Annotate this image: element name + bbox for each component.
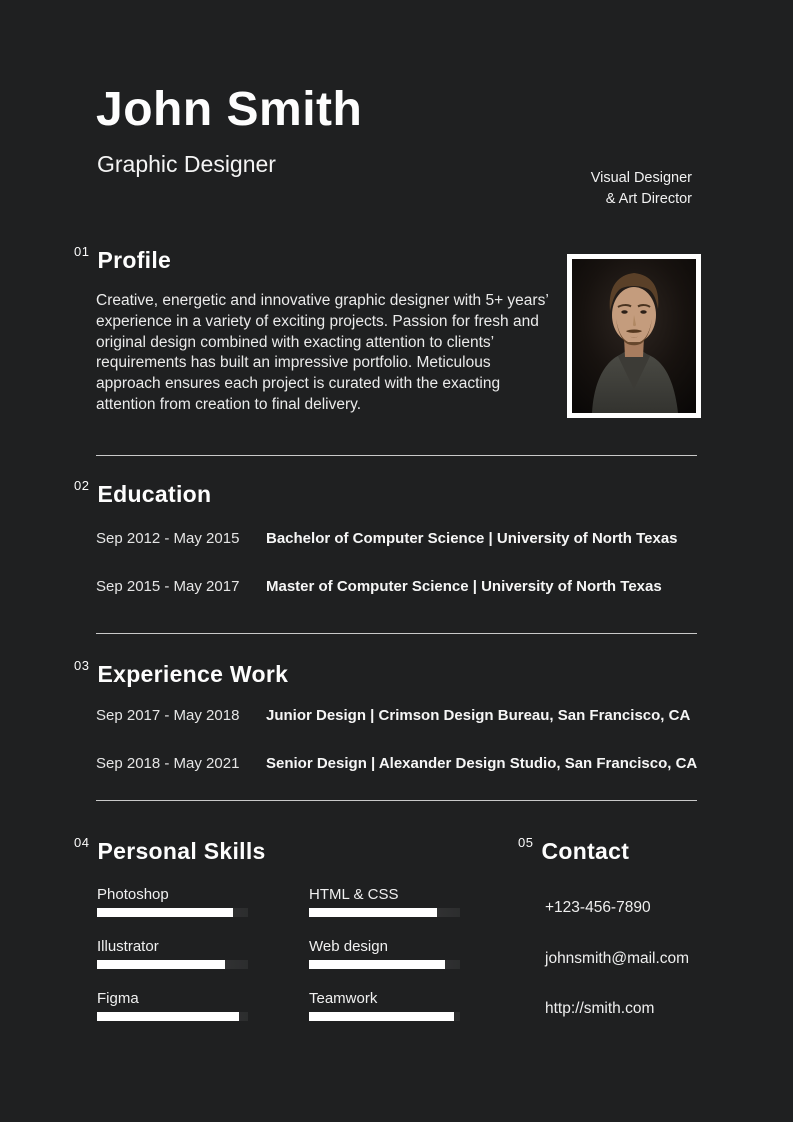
- person-name: John Smith: [96, 83, 363, 136]
- skill-bar-fill: [97, 1012, 239, 1021]
- section-heading-skills: [74, 835, 266, 865]
- experience-row: [96, 755, 697, 772]
- section-heading-experience: [74, 658, 289, 688]
- experience-description: Senior Design | Alexander Design Studio, San Francisco, CA: [266, 755, 698, 772]
- section-title-profile: Profile: [97, 247, 172, 273]
- skill-bar-fill: [97, 960, 225, 969]
- skill-bar-fill: [97, 908, 233, 917]
- section-title-experience: Experience Work: [97, 661, 289, 687]
- experience-period: Sep 2018 - May 2021: [96, 755, 240, 772]
- section-heading-contact: [518, 835, 630, 865]
- skill-bar-fill: [309, 960, 445, 969]
- education-row: [96, 578, 678, 595]
- skills-column-1: [97, 886, 248, 1042]
- person-job-title: Graphic Designer: [97, 151, 276, 177]
- experience-period: Sep 2017 - May 2018: [96, 707, 240, 724]
- section-title-skills: Personal Skills: [97, 838, 266, 864]
- skill-photoshop: [97, 886, 248, 917]
- skill-bar-track: [97, 1012, 248, 1021]
- education-period: Sep 2015 - May 2017: [96, 578, 240, 595]
- skills-column-2: [309, 886, 460, 1042]
- portrait-photo-image: [572, 259, 696, 413]
- section-title-contact: Contact: [541, 838, 630, 864]
- skills-grid: [97, 886, 460, 1042]
- education-row: [96, 530, 678, 547]
- skill-label: Photoshop: [97, 886, 169, 903]
- divider: [96, 455, 697, 456]
- experience-row: [96, 707, 697, 724]
- skill-label: Web design: [309, 938, 388, 955]
- skill-bar-track: [309, 908, 460, 917]
- skill-label: Teamwork: [309, 990, 378, 1007]
- divider: [96, 633, 697, 634]
- contact-email[interactable]: johnsmith@mail.com: [545, 949, 690, 967]
- contact-phone[interactable]: +123-456-7890: [545, 899, 651, 916]
- divider: [96, 800, 697, 801]
- skill-teamwork: [309, 990, 460, 1021]
- section-heading-profile: [74, 244, 172, 274]
- skill-label: Illustrator: [97, 938, 159, 955]
- tagline-line-2: & Art Director: [605, 191, 692, 207]
- skill-label: HTML & CSS: [309, 886, 399, 903]
- skill-label: Figma: [97, 990, 139, 1007]
- experience-description: Junior Design | Crimson Design Bureau, San Francisco, CA: [266, 707, 691, 724]
- portrait-photo: [567, 254, 701, 418]
- education-description: Master of Computer Science | University of North Texas: [266, 578, 662, 595]
- tagline-line-1: Visual Designer: [590, 170, 692, 186]
- section-number-education: 02: [74, 478, 90, 493]
- skill-bar-track: [309, 1012, 460, 1021]
- tagline: [591, 168, 692, 210]
- skill-bar-track: [97, 960, 248, 969]
- contact-website[interactable]: http://smith.com: [545, 1000, 655, 1017]
- profile-summary: Creative, energetic and innovative graphic designer with 5+ years’ experience in a variety of exciting projects. Passion for fresh and original design combined with exacting attention to clients’ requirements has built an impressive portfolio. Meticulous approach ensures each project is curated with the exacting attention from creation to final delivery.: [96, 292, 549, 413]
- education-description: Bachelor of Computer Science | University of North Texas: [266, 530, 678, 547]
- skill-web-design: [309, 938, 460, 969]
- section-title-education: Education: [97, 481, 212, 507]
- section-number-skills: 04: [74, 835, 90, 850]
- section-heading-education: [74, 478, 212, 508]
- skill-bar-fill: [309, 1012, 454, 1021]
- experience-list: [96, 707, 697, 803]
- skill-figma: [97, 990, 248, 1021]
- skill-bar-fill: [309, 908, 437, 917]
- education-list: [96, 530, 678, 626]
- section-number-profile: 01: [74, 244, 90, 259]
- skill-bar-track: [309, 960, 460, 969]
- section-number-contact: 05: [518, 835, 534, 850]
- education-period: Sep 2012 - May 2015: [96, 530, 240, 547]
- contact-list: [545, 899, 689, 1051]
- section-number-experience: 03: [74, 658, 90, 673]
- skill-illustrator: [97, 938, 248, 969]
- skill-bar-track: [97, 908, 248, 917]
- skill-html-css: [309, 886, 460, 917]
